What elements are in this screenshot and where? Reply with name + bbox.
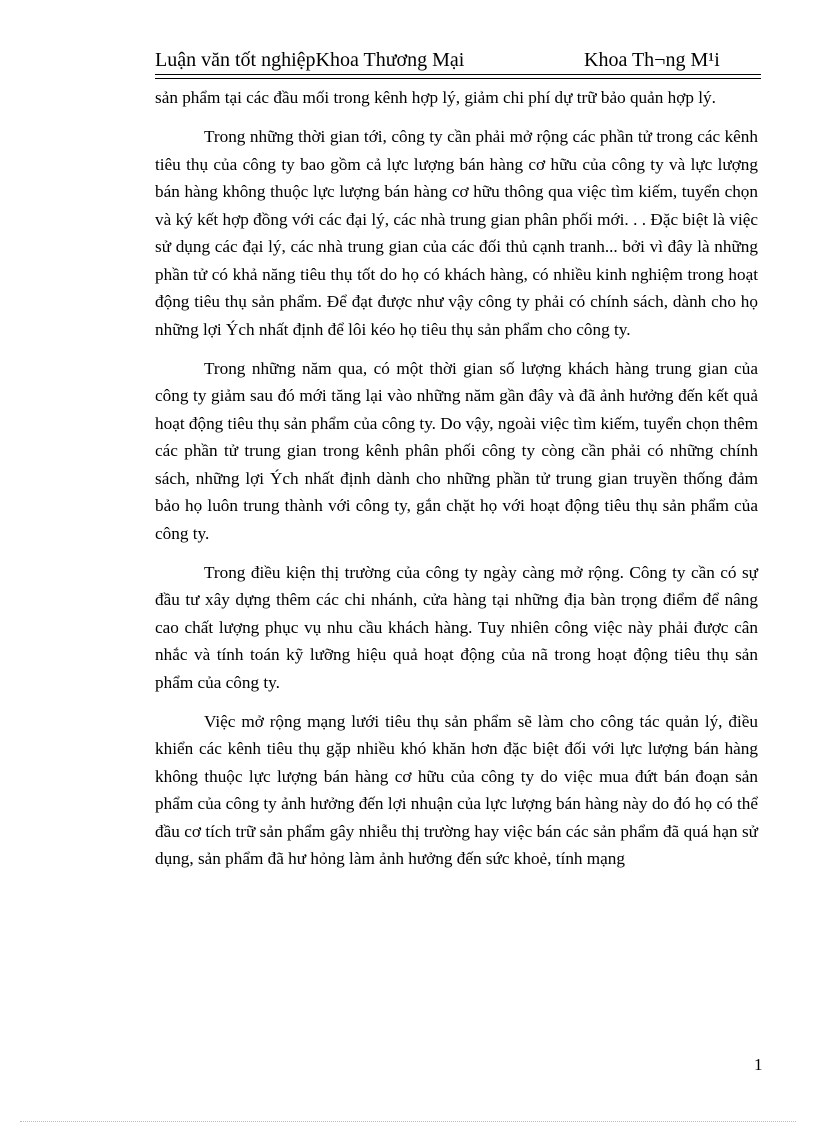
document-body	[155, 84, 758, 884]
paragraph: Trong điều kiện thị trường của công ty ngày càng mở rộng. Công ty cần có sự đầu tư xây dựng thêm các chi nhánh, cửa hàng tại những địa bàn trọng điểm để nâng cao chất lượng phục vụ nhu cầu khách hàng. Tuy nhiên công việc này phải được cân nhắc và tính toán kỹ lưỡng hiệu quả hoạt động của nã trong hoạt động tiêu thụ sản phẩm của công ty.	[155, 562, 758, 692]
paragraph: Trong những năm qua, có một thời gian số lượng khách hàng trung gian của công ty giảm sau đó mới tăng lại vào những năm gần đây và đã ảnh hưởng đến kết quả hoạt động tiêu thụ sản phẩm của công ty. Do vậy, ngoài việc tìm kiếm, tuyển chọn thêm các phần tử trung gian trong kênh phân phối công ty còng cần phải có những chính sách, những lợi Ých nhất định dành cho những phần tử trung gian truyền thống đảm bảo họ luôn trung thành với công ty, gắn chặt họ với hoạt động tiêu thụ sản phẩm của công ty.	[155, 358, 759, 543]
paragraph-continuation: sản phẩm tại các đầu mối trong kênh hợp lý, giảm chi phí dự trữ bảo quản hợp lý.	[155, 88, 716, 107]
paragraph: Trong những thời gian tới, công ty cần phải mở rộng các phần tử trong các kênh tiêu thụ của công ty bao gồm cả lực lượng bán hàng cơ hữu của công ty và lực lượng bán hàng không thuộc lực lượng bán hàng cơ hữu thông qua việc tìm kiếm, tuyển chọn và ký kết hợp đồng với các đại lý, các nhà trung gian phân phối mới. . . Đặc biệt là việc sử dụng các đại lý, các nhà trung gian của các đối thủ cạnh tranh... bởi vì đây là những phần tử có khả năng tiêu thụ tốt do họ có khách hàng, có nhiều kinh nghiệm trong hoạt động tiêu thụ sản phẩm. Để đạt được như vậy công ty phải có chính sách, dành cho họ những lợi Ých nhất định để lôi kéo họ tiêu thụ sản phẩm cho công ty.	[155, 127, 758, 339]
header-rule-thin	[155, 78, 761, 79]
header-right-title: Khoa Th¬ng M¹i	[584, 49, 720, 71]
header-rule-thick	[155, 74, 761, 75]
page-bottom-border	[20, 1121, 796, 1122]
paragraph: Việc mở rộng mạng lưới tiêu thụ sản phẩm sẽ làm cho công tác quản lý, điều khiển các kênh tiêu thụ gặp nhiều khó khăn hơn đặc biệt đối với lực lượng bán hàng không thuộc lực lượng bán hàng cơ hữu của công ty do việc mua đứt bán đoạn sản phẩm của công ty ảnh hưởng đến lợi nhuận của lực lượng bán hàng này do đó họ có thể đầu cơ tích trữ sản phẩm gây nhiễu thị trường hay việc bán các sản phẩm đã quá hạn sử dụng, sản phẩm đã hư hỏng làm ảnh hưởng đến sức khoẻ, tính mạng	[155, 711, 758, 868]
page-number: 1	[754, 1055, 763, 1074]
header-left-title: Luận văn tốt nghiệpKhoa Thương Mại	[155, 49, 465, 71]
